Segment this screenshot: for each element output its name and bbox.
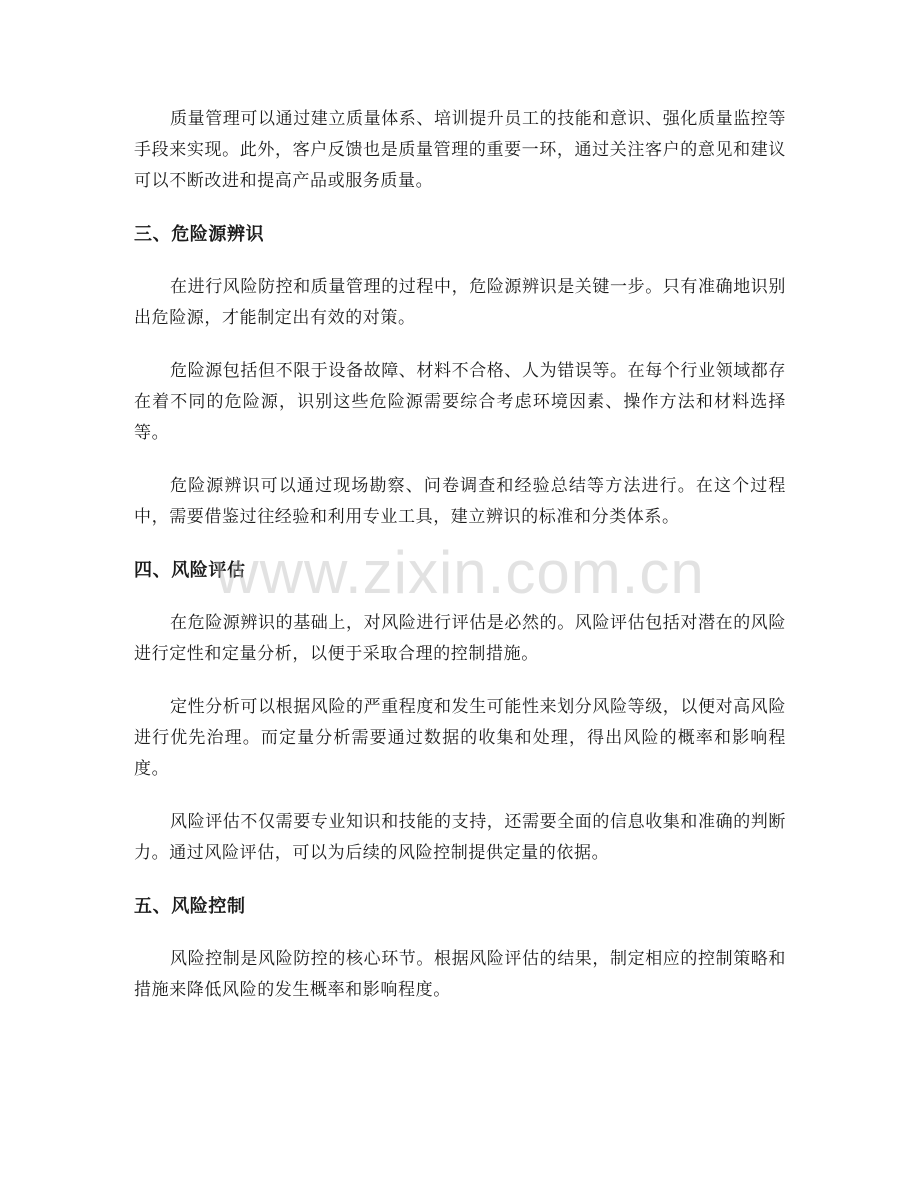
section-heading-hazard-identification: 三、危险源辨识 — [134, 224, 265, 245]
watermark: www.zixin.com.cn — [215, 539, 705, 606]
section-heading-risk-assessment: 四、风险评估 — [134, 560, 246, 581]
paragraph-risk-assessment-intro: 在危险源辨识的基础上，对风险进行评估是必然的。风险评估包括对潜在的风险进行定性和定量分析，以便于采取合理的控制措施。 — [134, 613, 786, 664]
section-heading-risk-control: 五、风险控制 — [134, 896, 246, 917]
paragraph-risk-assessment-requirements: 风险评估不仅需要专业知识和技能的支持，还需要全面的信息收集和准确的判断力。通过风险评估，可以为后续的风险控制提供定量的依据。 — [134, 812, 786, 863]
paragraph-hazard-sources: 危险源包括但不限于设备故障、材料不合格、人为错误等。在每个行业领域都存在着不同的危险源，识别这些危险源需要综合考虑环境因素、操作方法和材料选择等。 — [134, 361, 786, 443]
document-body — [134, 104, 786, 1028]
paragraph-qualitative-quantitative-analysis: 定性分析可以根据风险的严重程度和发生可能性来划分风险等级，以便对高风险进行优先治理。而定量分析需要通过数据的收集和处理，得出风险的概率和影响程度。 — [134, 697, 786, 779]
paragraph-hazard-identification-intro: 在进行风险防控和质量管理的过程中，危险源辨识是关键一步。只有准确地识别出危险源，才能制定出有效的对策。 — [134, 277, 786, 328]
paragraph-hazard-identification-methods: 危险源辨识可以通过现场勘察、问卷调查和经验总结等方法进行。在这个过程中，需要借鉴过往经验和利用专业工具，建立辨识的标准和分类体系。 — [134, 476, 786, 527]
paragraph-risk-control-intro: 风险控制是风险防控的核心环节。根据风险评估的结果，制定相应的控制策略和措施来降低风险的发生概率和影响程度。 — [134, 949, 786, 1000]
paragraph-quality-management-methods: 质量管理可以通过建立质量体系、培训提升员工的技能和意识、强化质量监控等手段来实现。此外，客户反馈也是质量管理的重要一环，通过关注客户的意见和建议可以不断改进和提高产品或服务质量。 — [134, 109, 786, 191]
